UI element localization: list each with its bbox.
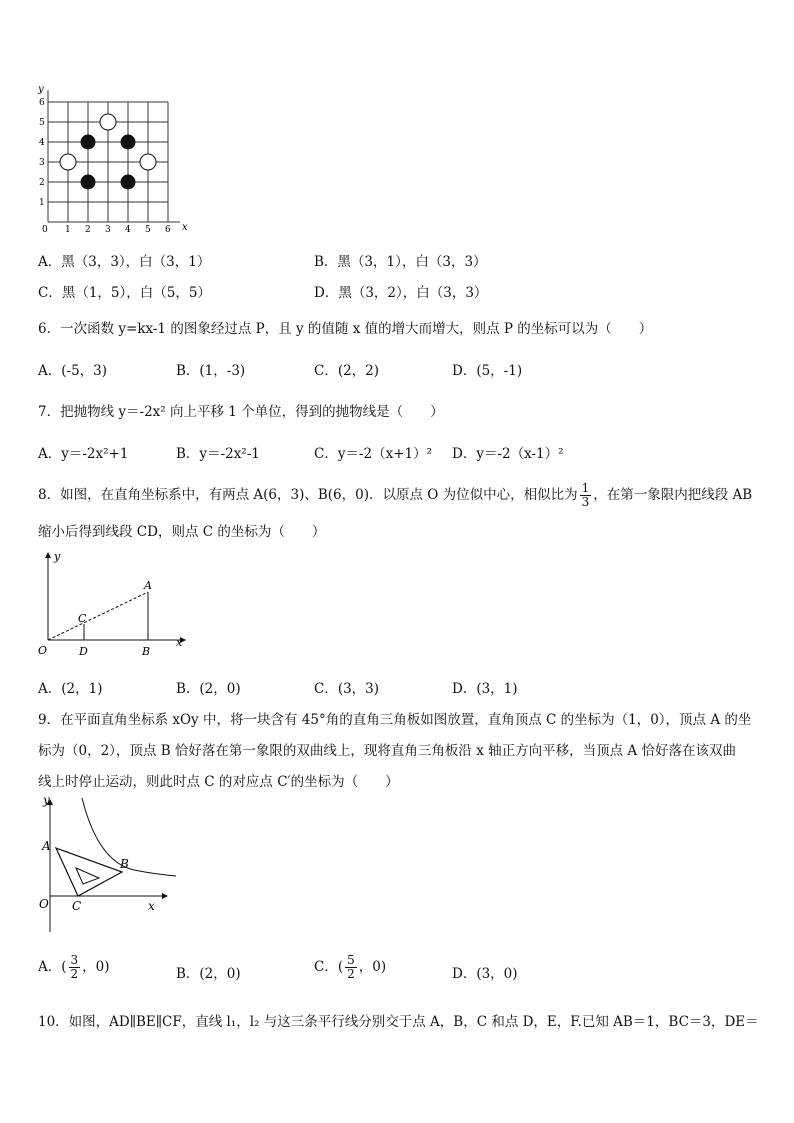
q6-option-c: C．(2，2) — [314, 363, 380, 379]
q8-ratio-fraction — [580, 482, 592, 509]
q10-stem: 10．如图，AD∥BE∥CF，直线 l₁，l₂ 与这三条平行线分别交于点 A，B，C 和点 D，E，F.已知 AB＝1，BC＝3，DE＝ — [38, 1014, 759, 1030]
q5-ytick: 2 — [39, 178, 45, 188]
q9-option-a-suffix: ，0) — [82, 959, 110, 975]
q7-stem: 7．把抛物线 y＝-2x² 向上平移 1 个单位，得到的抛物线是（ ） — [38, 404, 444, 420]
q9-option-c — [314, 954, 386, 981]
q7-option-b: B．y＝-2x²-1 — [176, 446, 260, 462]
black-stone — [81, 135, 96, 150]
q5-xtick: 2 — [85, 225, 91, 234]
q9-option-a-prefix: A．( — [38, 959, 67, 975]
q8-option-a: A．(2，1) — [38, 681, 103, 697]
q8-label-c: C — [78, 612, 87, 625]
q7-option-c: C．y＝-2（x+1）² — [314, 446, 433, 462]
black-stone — [121, 135, 136, 150]
q9-figure — [36, 792, 186, 934]
q8-stem-line1 — [38, 482, 752, 509]
q5-ytick: 3 — [39, 158, 45, 168]
q9-option-c-fraction — [345, 954, 357, 981]
q6-option-d: D．(5，-1) — [452, 363, 523, 379]
q8-option-d: D．(3，1) — [452, 681, 518, 697]
white-stone — [140, 154, 156, 170]
q6-option-a: A．(-5，3) — [38, 363, 108, 379]
q9-a-den: 2 — [70, 967, 79, 981]
q8-stem-line2: 缩小后得到线段 CD，则点 C 的坐标为（ ） — [38, 524, 326, 540]
q5-xtick: 4 — [125, 225, 131, 234]
q5-ytick: 1 — [39, 198, 45, 208]
q8-label-a: A — [144, 579, 152, 592]
q5-option-c: C．黑（1，5），白（5，5） — [38, 285, 211, 301]
q9-label-b: B — [120, 857, 129, 871]
q9-option-a-fraction — [69, 954, 81, 981]
q8-figure — [36, 548, 196, 660]
q9-c-den: 2 — [347, 967, 355, 981]
q8-option-c: C．(3，3) — [314, 681, 380, 697]
q8-frac-num: 1 — [581, 481, 590, 495]
q5-ytick: 4 — [39, 138, 45, 148]
q5-ytick: 5 — [39, 118, 45, 128]
white-stone — [100, 114, 116, 130]
q8-label-o: O — [38, 644, 48, 657]
q9-option-c-prefix: C．( — [314, 959, 344, 975]
q9-stem-line3: 线上时停止运动，则此时点 C 的对应点 C′的坐标为（ ） — [38, 774, 399, 790]
q7-option-d: D．y＝-2（x-1）² — [452, 446, 564, 462]
q8-option-b: B．(2，0) — [176, 681, 241, 697]
q9-stem-line2: 标为（0，2），顶点 B 恰好落在第一象限的双曲线上，现将直角三角板沿 x 轴正方向平移，当顶点 A 恰好落在该双曲 — [38, 743, 736, 759]
q9-label-o: O — [39, 897, 49, 911]
q9-label-a: A — [42, 839, 51, 853]
q7-option-a: A．y＝-2x²+1 — [38, 446, 129, 462]
q5-option-d: D．黑（3，2），白（3，3） — [314, 285, 488, 301]
q6-stem: 6．一次函数 y=kx-1 的图象经过点 P，且 y 的值随 x 值的增大而增大，则点 P 的坐标可以为（ ） — [38, 321, 653, 337]
q5-grid-figure — [28, 84, 198, 234]
q9-stem-line1: 9．在平面直角坐标系 xOy 中，将一块含有 45°角的直角三角板如图放置，直角顶点 C 的坐标为（1，0），顶点 A 的坐 — [38, 712, 752, 728]
q9-a-num: 3 — [70, 953, 79, 967]
q8-stem-part2: ，在第一象限内把线段 AB — [593, 487, 753, 503]
q5-xtick: 3 — [105, 225, 111, 234]
q5-xtick: 1 — [65, 225, 71, 234]
q5-origin: 0 — [42, 225, 48, 234]
q5-xtick: 6 — [165, 225, 171, 234]
q9-x-label: x — [148, 899, 155, 913]
q5-x-label: x — [182, 222, 188, 233]
q8-x-label: x — [176, 636, 183, 649]
q5-xtick: 5 — [145, 225, 151, 234]
q5-y-label: y — [38, 84, 44, 95]
q5-ytick: 6 — [39, 98, 45, 108]
q6-option-b: B．(1，-3) — [176, 363, 246, 379]
black-stone — [121, 175, 136, 190]
q8-label-b: B — [142, 645, 151, 658]
q9-c-num: 5 — [347, 953, 355, 967]
q9-option-a — [38, 954, 110, 981]
white-stone — [60, 154, 76, 170]
q9-option-c-suffix: ，0) — [358, 959, 387, 975]
q9-option-d: D．(3，0) — [452, 966, 518, 982]
q5-option-b: B．黑（3，1），白（3，3） — [314, 254, 487, 270]
q8-label-d: D — [79, 645, 88, 658]
q8-stem-part1: 8．如图，在直角坐标系中，有两点 A(6，3)、B(6，0)．以原点 O 为位似中心，相似比为 — [38, 487, 578, 503]
q9-label-c: C — [72, 899, 82, 913]
q8-y-label: y — [54, 550, 61, 563]
q5-option-a: A．黑（3，3），白（3，1） — [38, 254, 211, 270]
black-stone — [81, 175, 96, 190]
q9-option-b: B．(2，0) — [176, 966, 241, 982]
q9-y-label: y — [43, 793, 50, 807]
q8-frac-den: 3 — [581, 495, 590, 509]
